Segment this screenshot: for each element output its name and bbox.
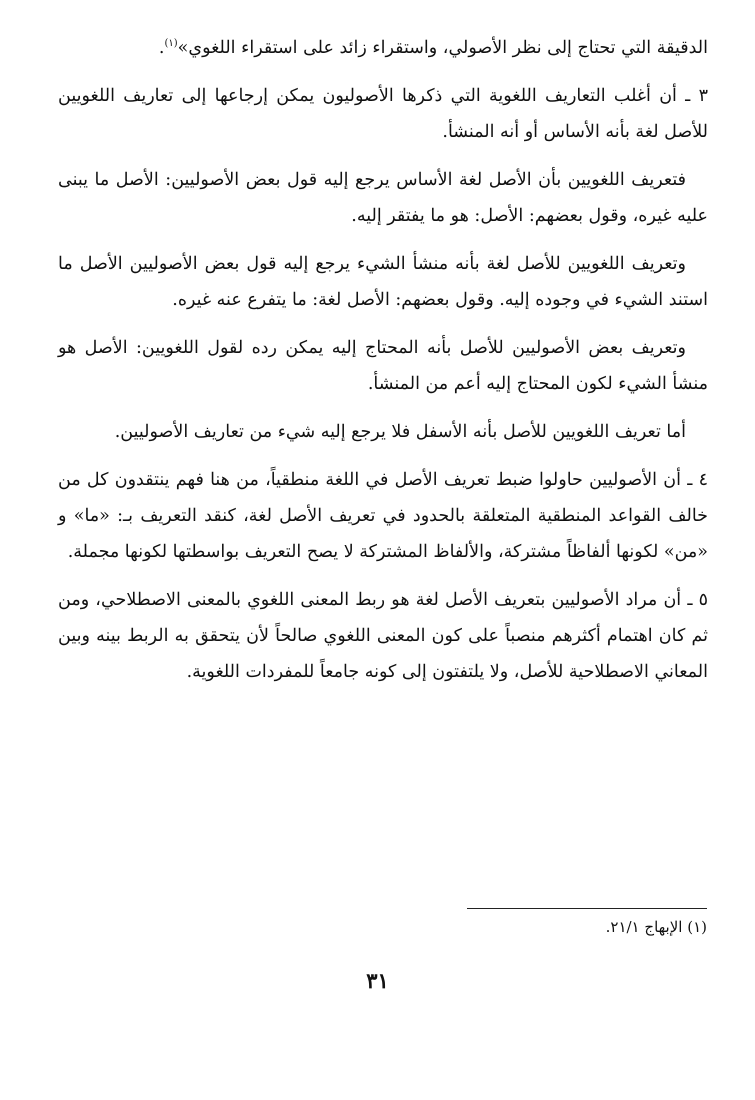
paragraph-point-4: ٤ ـ أن الأصوليين حاولوا ضبط تعريف الأصل في اللغة منطقياً، من هنا فهم ينتقدون كل من خالف القواعد المنطقية المتعلقة بالحدود في تعريف الأصل لغة، كنقد التعريف بـ: «ما» و «من» لكونها ألفاظاً مشتركة، والألفاظ المشتركة لا يصح التعريف بواسطتها لكونها مجملة. <box>58 470 708 562</box>
paragraph-3: فتعريف اللغويين بأن الأصل لغة الأساس يرجع إليه قول بعض الأصوليين: الأصل ما يبنى عليه غيره، وقول بعضهم: الأصل: هو ما يفتقر إليه. <box>58 170 708 226</box>
footnote-divider <box>467 908 707 909</box>
page-number: ٣١ <box>366 968 389 993</box>
paragraph-1-end: . <box>158 38 165 58</box>
paragraph-1-text: الدقيقة التي تحتاج إلى نظر الأصولي، واستقراء زائد على استقراء اللغوي» <box>177 38 708 58</box>
footnote-reference[interactable]: (١) <box>164 38 178 50</box>
paragraph-4: وتعريف اللغويين للأصل لغة بأنه منشأ الشيء يرجع إليه قول بعض الأصوليين الأصل ما استند الشيء في وجوده إليه. وقول بعضهم: الأصل لغة: ما يتفرع عنه غيره. <box>58 254 708 310</box>
page-body <box>58 30 708 702</box>
paragraph-1 <box>58 30 708 66</box>
paragraph-6: أما تعريف اللغويين للأصل بأنه الأسفل فلا يرجع إليه شيء من تعاريف الأصوليين. <box>114 422 686 442</box>
paragraph-5: وتعريف بعض الأصوليين للأصل بأنه المحتاج إليه يمكن رده لقول اللغويين: الأصل هو منشأ الشيء لكون المحتاج إليه أعم من المنشأ. <box>58 338 708 394</box>
paragraph-point-3: ٣ ـ أن أغلب التعاريف اللغوية التي ذكرها الأصوليون يمكن إرجاعها إلى تعاريف اللغويين للأصل لغة بأنه الأساس أو أنه المنشأ. <box>58 86 708 142</box>
footnote: (١) الإبهاج ٢١/١. <box>605 918 707 936</box>
paragraph-point-5: ٥ ـ أن مراد الأصوليين بتعريف الأصل لغة هو ربط المعنى اللغوي بالمعنى الاصطلاحي، ومن ثم كان اهتمام أكثرهم منصباً على كون المعنى اللغوي صالحاً لأن يتحقق به الربط بينه وبين المعاني الاصطلاحية للأصل، ولا يلتفتون إلى كونه جامعاً للمفردات اللغوية. <box>58 590 708 682</box>
